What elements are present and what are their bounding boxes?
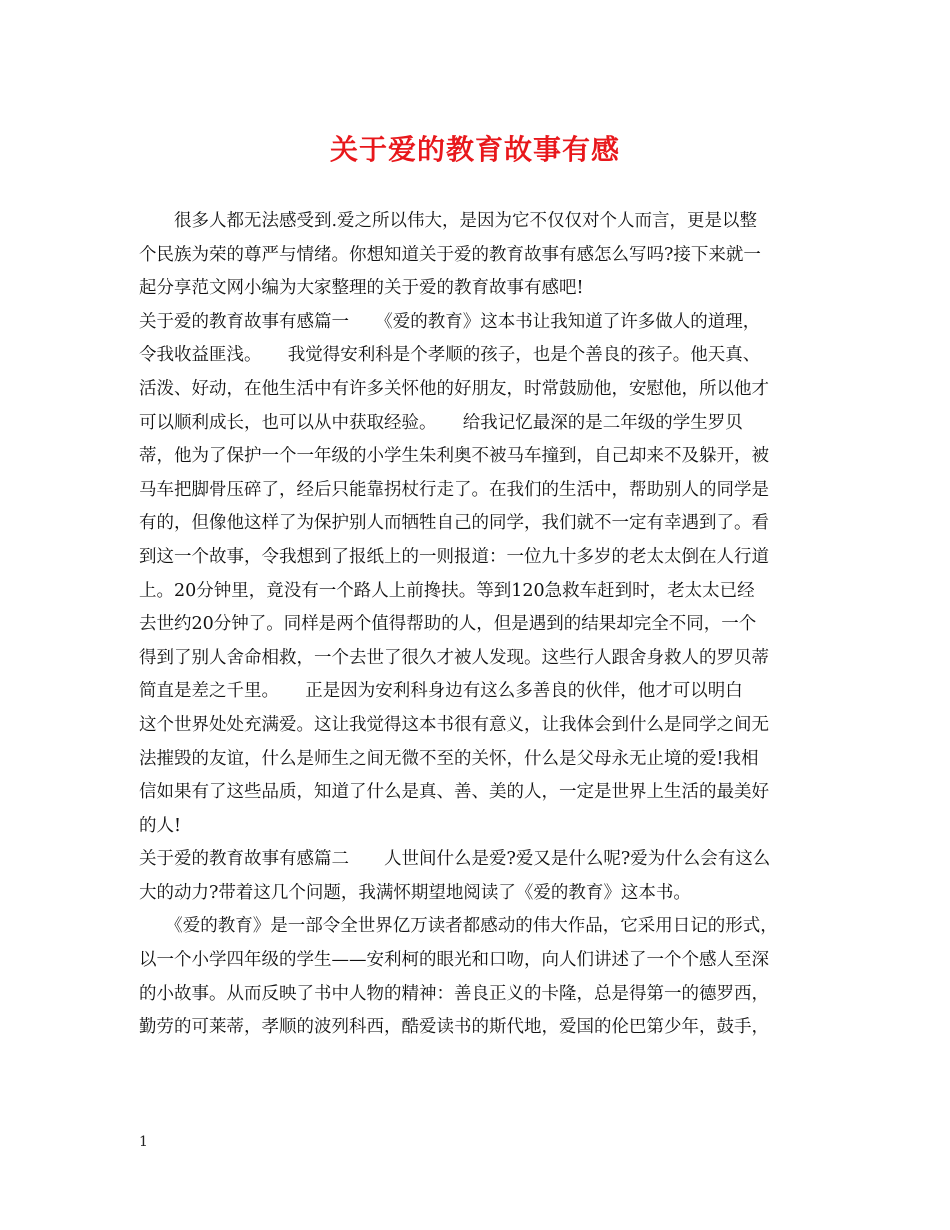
- text-line: 有的，但像他这样了为保护别人而牺牲自己的同学，我们就不一定有幸遇到了。看: [139, 513, 769, 534]
- text-line: 的小故事。从而反映了书中人物的精神：善良正义的卡隆，总是得第一的德罗西，: [139, 983, 769, 1004]
- text-line: 蒂，他为了保护一个一年级的小学生朱利奥不被马车撞到，自己却来不及躲开，被: [139, 446, 769, 467]
- text-line: 上。20分钟里，竟没有一个路人上前搀扶。等到120急救车赶到时，老太太已经: [139, 580, 755, 601]
- text-line: 令我收益匪浅。 我觉得安利科是个孝顺的孩子，也是个善良的孩子。他天真、: [139, 345, 761, 366]
- text-line: 个民族为荣的尊严与情绪。你想知道关于爱的教育故事有感怎么写吗?接下来就一: [139, 244, 761, 265]
- text-line: 的人!: [139, 815, 182, 836]
- text-line: 到这一个故事，令我想到了报纸上的一则报道：一位九十多岁的老太太倒在人行道: [139, 546, 769, 567]
- text-line: 马车把脚骨压碎了，经后只能靠拐杖行走了。在我们的生活中，帮助别人的同学是: [139, 479, 769, 500]
- text-line: 以一个小学四年级的学生——安利柯的眼光和口吻，向人们讲述了一个个感人至深: [139, 950, 769, 971]
- text-line: 这个世界处处充满爱。这让我觉得这本书很有意义，让我体会到什么是同学之间无: [139, 714, 769, 735]
- text-line: 起分享范文网小编为大家整理的关于爱的教育故事有感吧!: [139, 278, 584, 299]
- text-line: 去世约20分钟了。同样是两个值得帮助的人，但是遇到的结果却完全不同，一个: [139, 614, 757, 635]
- text-line: 很多人都无法感受到.爱之所以伟大，是因为它不仅仅对个人而言，更是以整: [139, 211, 758, 231]
- text-line: 活泼、好动，在他生活中有许多关怀他的好朋友，时常鼓励他，安慰他，所以他才: [139, 378, 769, 399]
- text-line: 大的动力?带着这几个问题，我满怀期望地阅读了《爱的教育》这本书。: [139, 882, 691, 903]
- text-line: 信如果有了这些品质，知道了什么是真、善、美的人，一定是世界上生活的最美好: [139, 782, 769, 803]
- text-line: 勤劳的可莱蒂，孝顺的波列科西，酷爱读书的斯代地，爱国的伦巴第少年，鼓手，: [139, 1017, 769, 1038]
- text-line: 简直是差之千里。 正是因为安利科身边有这么多善良的伙伴，他才可以明白: [139, 681, 743, 702]
- body-text: [139, 205, 829, 1045]
- text-line: 关于爱的教育故事有感篇一 《爱的教育》这本书让我知道了许多做人的道理，: [139, 311, 761, 332]
- text-line: 《爱的教育》是一部令全世界亿万读者都感动的伟大作品，它采用日记的形式，: [139, 916, 778, 937]
- text-line: 得到了别人舍命相救，一个去世了很久才被人发现。这些行人跟舍身救人的罗贝蒂: [139, 647, 769, 668]
- text-line: 可以顺利成长，也可以从中获取经验。 给我记忆最深的是二年级的学生罗贝: [139, 412, 743, 433]
- page-number: 1: [139, 1134, 148, 1150]
- text-line: 关于爱的教育故事有感篇二 人世间什么是爱?爱又是什么呢?爱为什么会有这么: [139, 849, 771, 870]
- page-title: 关于爱的教育故事有感: [329, 133, 620, 166]
- text-line: 法摧毁的友谊，什么是师生之间无微不至的关怀，什么是父母永无止境的爱!我相: [139, 748, 759, 769]
